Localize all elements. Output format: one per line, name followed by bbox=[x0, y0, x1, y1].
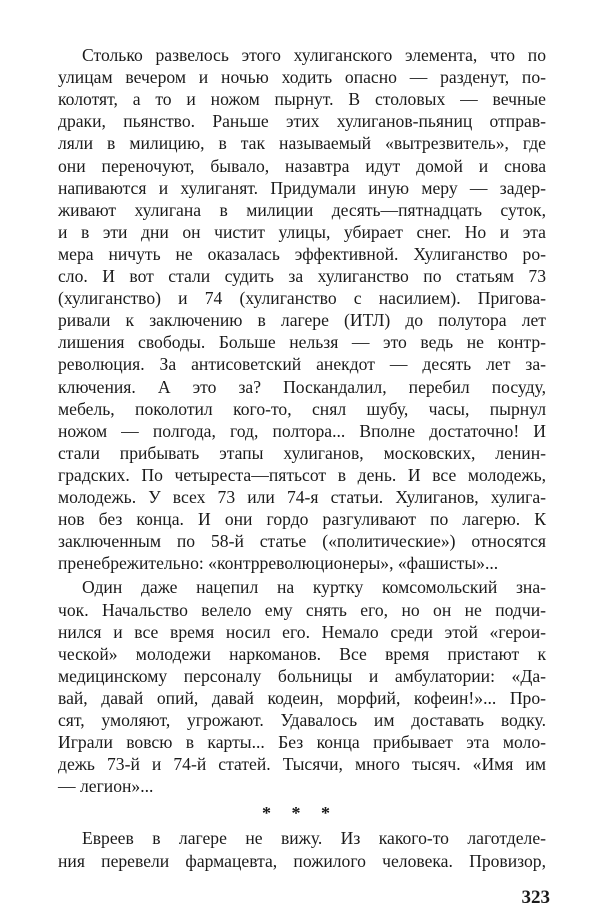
text-line: Один даже нацепил на куртку комсомольский зна- bbox=[82, 577, 546, 598]
text-line: драки, пьянство. Раньше этих хулиганов-пьяниц отправ- bbox=[58, 111, 546, 132]
text-line: нился и все время носил его. Немало среди этой «герои- bbox=[58, 621, 546, 642]
text-line: ключения. А это за? Поскандалил, перебил посуду, bbox=[58, 376, 546, 397]
section-separator: * * * bbox=[262, 803, 338, 824]
text-line: лишения свободы. Больше нельзя — это ведь не контр- bbox=[58, 332, 546, 353]
text-line: вай, давай опий, давай кодеин, морфий, кофеин!»... Про- bbox=[58, 687, 546, 708]
text-line: дежь 73-й и 74-й статей. Тысячи, много тысяч. «Имя им bbox=[58, 754, 546, 775]
text-line: Играли вовсю в карты... Без конца прибывает эта моло- bbox=[58, 732, 546, 753]
text-line: (хулиганство) и 74 (хулиганство с насилием). Пригова- bbox=[58, 288, 546, 309]
text-line: ния перевели фармацевта, пожилого человека. Провизор, bbox=[58, 850, 546, 871]
text-line: пренебрежительно: «контрреволюционеры», «фашисты»... bbox=[58, 553, 499, 574]
text-line: мебель, поколотил кого-то, снял шубу, часы, пырнул bbox=[58, 398, 546, 419]
text-line: Столько развелось этого хулиганского элемента, что по bbox=[82, 45, 546, 65]
text-line: революция. За антисоветский анекдот — десять лет за- bbox=[58, 354, 546, 375]
text-line: заключенным по 58-й статье («политические») относятся bbox=[58, 531, 546, 552]
text-line: нов без конца. И они гордо разгуливают по лагерю. К bbox=[58, 509, 546, 530]
text-line: сят, умоляют, угрожают. Удавалось им доставать водку. bbox=[58, 710, 546, 730]
text-line: колотят, а то и ножом пырнут. В столовых — вечные bbox=[58, 89, 546, 110]
text-line: сло. И вот стали судить за хулиганство по статьям 73 bbox=[58, 266, 546, 286]
text-line: молодежь. У всех 73 или 74-я статьи. Хулиганов, хулига- bbox=[58, 487, 546, 507]
text-line: живают хулигана в милиции десять—пятнадцать суток, bbox=[58, 199, 546, 220]
text-line: и в эти дни он чистит улицы, убирает снег. Но и эта bbox=[58, 221, 546, 242]
page-number: 323 bbox=[521, 886, 550, 908]
text-line: ческой» молодежи наркоманов. Все время пристают к bbox=[58, 643, 546, 664]
text-line: напиваются и хулиганят. Придумали иную меру — задер- bbox=[58, 177, 546, 198]
text-line: градских. По четыреста—пятьсот в день. И все молодежь, bbox=[58, 464, 546, 485]
text-line: они переночуют, бывало, назавтра идут домой и снова bbox=[58, 155, 546, 176]
text-line: ляли в милицию, в так называемый «вытрезвитель», где bbox=[58, 133, 546, 154]
text-line: Евреев в лагере не вижу. Из какого-то лаготделе- bbox=[82, 828, 546, 849]
text-line: улицам вечером и ночью ходить опасно — разденут, по- bbox=[58, 67, 546, 88]
text-line: медицинскому персоналу больницы и амбулатории: «Да- bbox=[58, 665, 546, 686]
text-line: чок. Начальство велело ему снять его, но он не подчи- bbox=[58, 599, 546, 620]
text-line: — легион»... bbox=[58, 776, 154, 797]
text-line: мера ничуть не оказалась эффективной. Хулиганство ро- bbox=[58, 243, 546, 264]
text-line: стали прибывать этапы хулиганов, московских, ленин- bbox=[58, 442, 546, 463]
text-line: ривали к заключению в лагере (ИТЛ) до полутора лет bbox=[58, 310, 546, 331]
text-line: ножом — полгода, год, полтора... Вполне достаточно! И bbox=[58, 420, 546, 441]
